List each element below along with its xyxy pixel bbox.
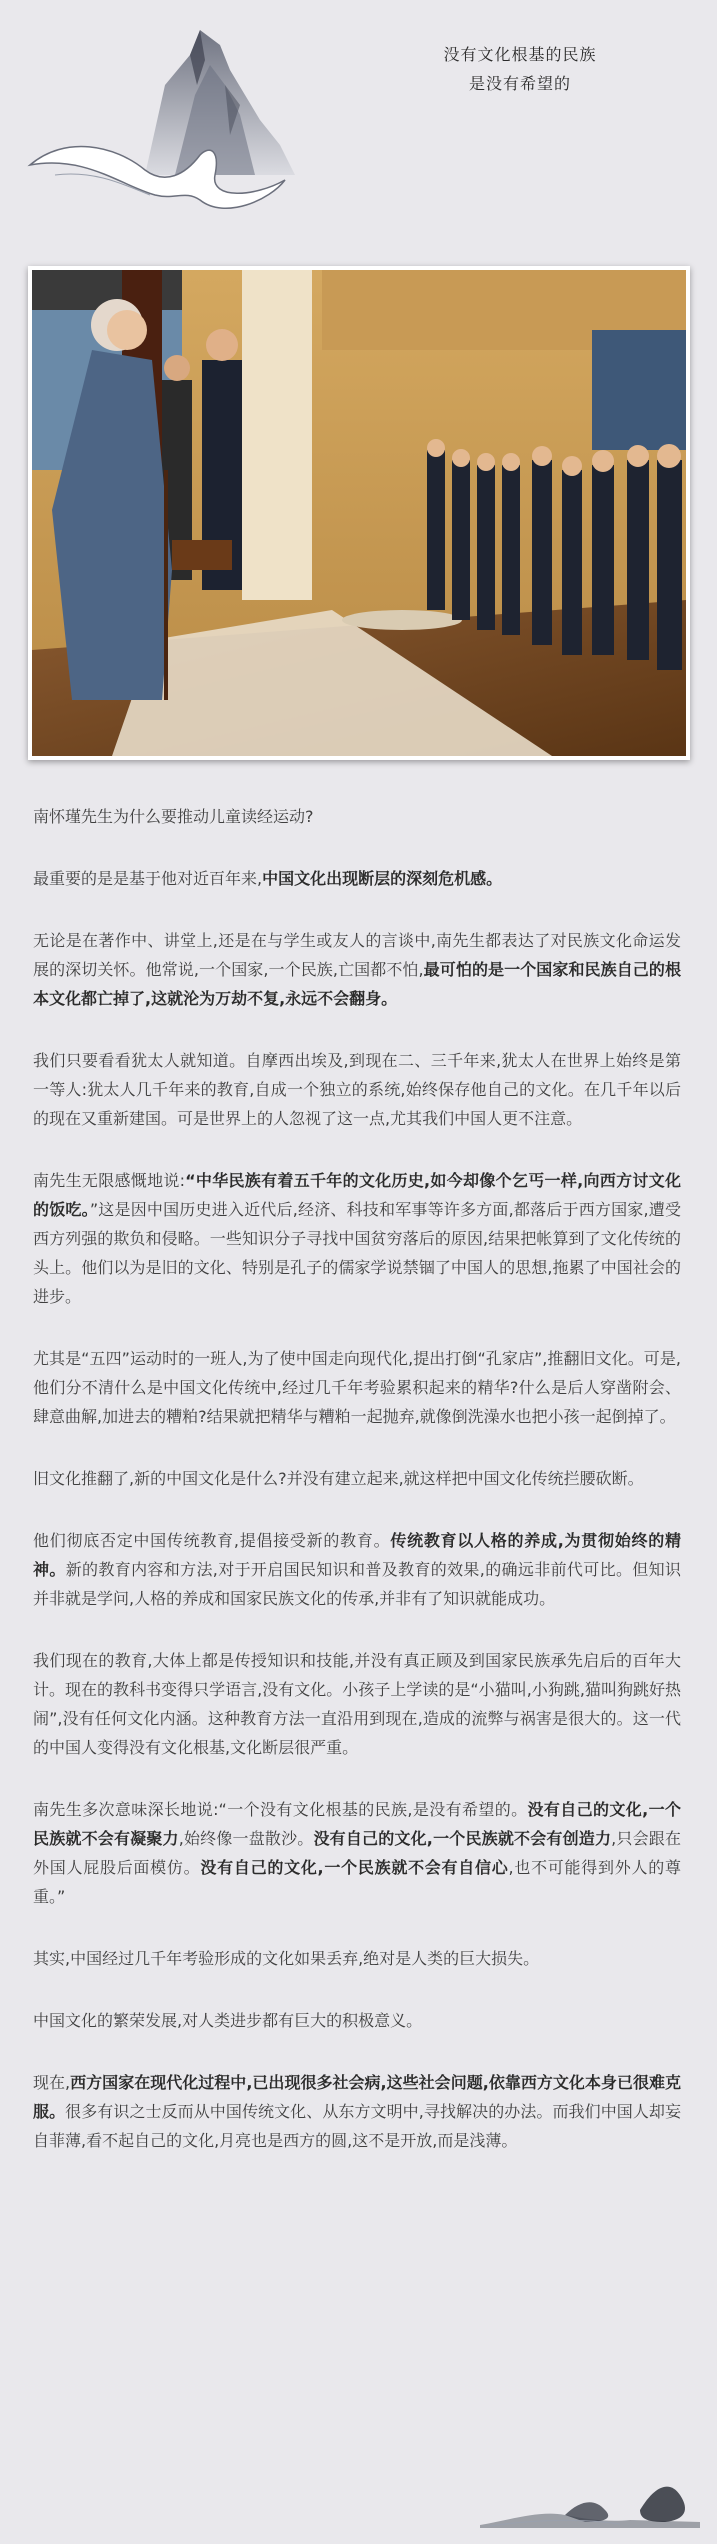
bold-text: 没有自己的文化,一个民族就不会有凝聚力 [33,1800,681,1848]
paragraph-text: 我们现在的教育,大体上都是传授知识和技能,并没有真正顾及到国家民族承先启后的百年大计。现在的教科书变得只学语言,没有文化。小孩子上学读的是“小猫叫,小狗跳,猫叫狗跳好热闹”,没有任何文化内涵。这种教育方法一直沿用到现在,造成的流弊与祸害是很大的。这一代的中国人变得没有文化根基,文化断层很严重。 [33,1651,681,1757]
paragraph-12 [33,2006,681,2035]
paragraph-13 [33,2068,681,2155]
paragraph-text: 他们彻底否定中国传统教育,提倡接受新的教育。 [33,1531,391,1550]
paragraph-2 [33,864,681,893]
paragraph-text: 我们只要看看犹太人就知道。自摩西出埃及,到现在二、三千年来,犹太人在世界上始终是第一等人:犹太人几千年来的教育,自成一个独立的系统,始终保存他自己的文化。在几千年以后的现在又重新建国。可是世界上的人忽视了这一点,尤其我们中国人更不注意。 [33,1051,681,1128]
paragraph-text: ,也不可能得到外人的尊重。” [33,1858,681,1906]
slogan-line-2: 是没有希望的 [468,74,571,93]
paragraph-text: 旧文化推翻了,新的中国文化是什么?并没有建立起来,就这样把中国文化传统拦腰砍断。 [33,1469,644,1488]
paragraph-text: 新的教育内容和方法,对于开启国民知识和普及教育的效果,的确远非前代可比。但知识并非就是学问,人格的养成和国家民族文化的传承,并非有了知识就能成功。 [33,1560,681,1608]
paragraph-text: ,始终像一盘散沙。 [178,1829,314,1848]
slogan-line-1: 没有文化根基的民族 [443,45,597,64]
photo-image [32,270,686,756]
photo-frame [28,266,690,760]
paragraph-1 [33,802,681,831]
paragraph-text: 尤其是“五四”运动时的一班人,为了使中国走向现代化,提出打倒“孔家店”,推翻旧文化。可是,他们分不清什么是中国文化传统中,经过几千年考验累积起来的精华?什么是后人穿凿附会、肆意曲解,加进去的糟粕?结果就把精华与糟粕一起抛弃,就像倒洗澡水也把小孩一起倒掉了。 [33,1349,681,1426]
paragraph-8 [33,1526,681,1613]
paragraph-3 [33,926,681,1013]
bold-text: “中华民族有着五千年的文化历史,如今却像个乞丐一样,向西方讨文化的饭吃。 [33,1171,681,1219]
bold-text: 最可怕的是一个国家和民族自己的根本文化都亡掉了,这就沦为万劫不复,永远不会翻身。 [33,960,681,1008]
bold-text: 没有自己的文化,一个民族就不会有自信心 [200,1858,509,1877]
bold-text: 没有自己的文化,一个民族就不会有创造力 [313,1829,612,1848]
paragraph-text: 很多有识之士反而从中国传统文化、从东方文明中,寻找解决的办法。而我们中国人却妄自菲薄,看不起自己的文化,月亮也是西方的圆,这不是开放,而是浅薄。 [33,2102,681,2150]
paragraph-4 [33,1046,681,1133]
paragraph-5 [33,1166,681,1311]
header-slogan [395,40,645,98]
paragraph-text: 南怀瑾先生为什么要推动儿童读经运动? [33,807,314,826]
bold-text: 西方国家在现代化过程中,已出现很多社会病,这些社会问题,依靠西方文化本身已很难克服。 [33,2073,681,2121]
bold-text: 传统教育以人格的养成,为贯彻始终的精神。 [33,1531,681,1579]
paragraph-6 [33,1344,681,1431]
article-body [33,802,681,2188]
bold-text: 中国文化出现断层的深刻危机感。 [262,869,503,888]
ink-hills-icon [470,2470,700,2530]
paragraph-11 [33,1944,681,1973]
paragraph-text: 南先生多次意味深长地说:“一个没有文化根基的民族,是没有希望的。 [33,1800,528,1819]
paragraph-text: 南先生无限感慨地说: [33,1171,186,1190]
paragraph-text: 其实,中国经过几千年考验形成的文化如果丢弃,绝对是人类的巨大损失。 [33,1949,540,1968]
paragraph-7 [33,1464,681,1493]
paragraph-text: 无论是在著作中、讲堂上,还是在与学生或友人的言谈中,南先生都表达了对民族文化命运发展的深切关怀。他常说,一个国家,一个民族,亡国都不怕, [33,931,681,979]
paragraph-10 [33,1795,681,1911]
paragraph-9 [33,1646,681,1762]
paragraph-text: 现在, [33,2073,71,2092]
ink-mountain-icon [25,25,325,215]
paragraph-text: ,只会跟在外国人屁股后面模仿。 [33,1829,681,1877]
paragraph-text: 最重要的是是基于他对近百年来, [33,869,263,888]
header-banner [0,0,717,255]
paragraph-text: 中国文化的繁荣发展,对人类进步都有巨大的积极意义。 [33,2011,423,2030]
paragraph-text: ”这是因中国历史进入近代后,经济、科技和军事等许多方面,都落后于西方国家,遭受西方列强的欺负和侵略。一些知识分子寻找中国贫穷落后的原因,结果把帐算到了文化传统的头上。他们以为是旧的文化、特别是孔子的儒家学说禁锢了中国人的思想,拖累了中国社会的进步。 [33,1200,681,1306]
